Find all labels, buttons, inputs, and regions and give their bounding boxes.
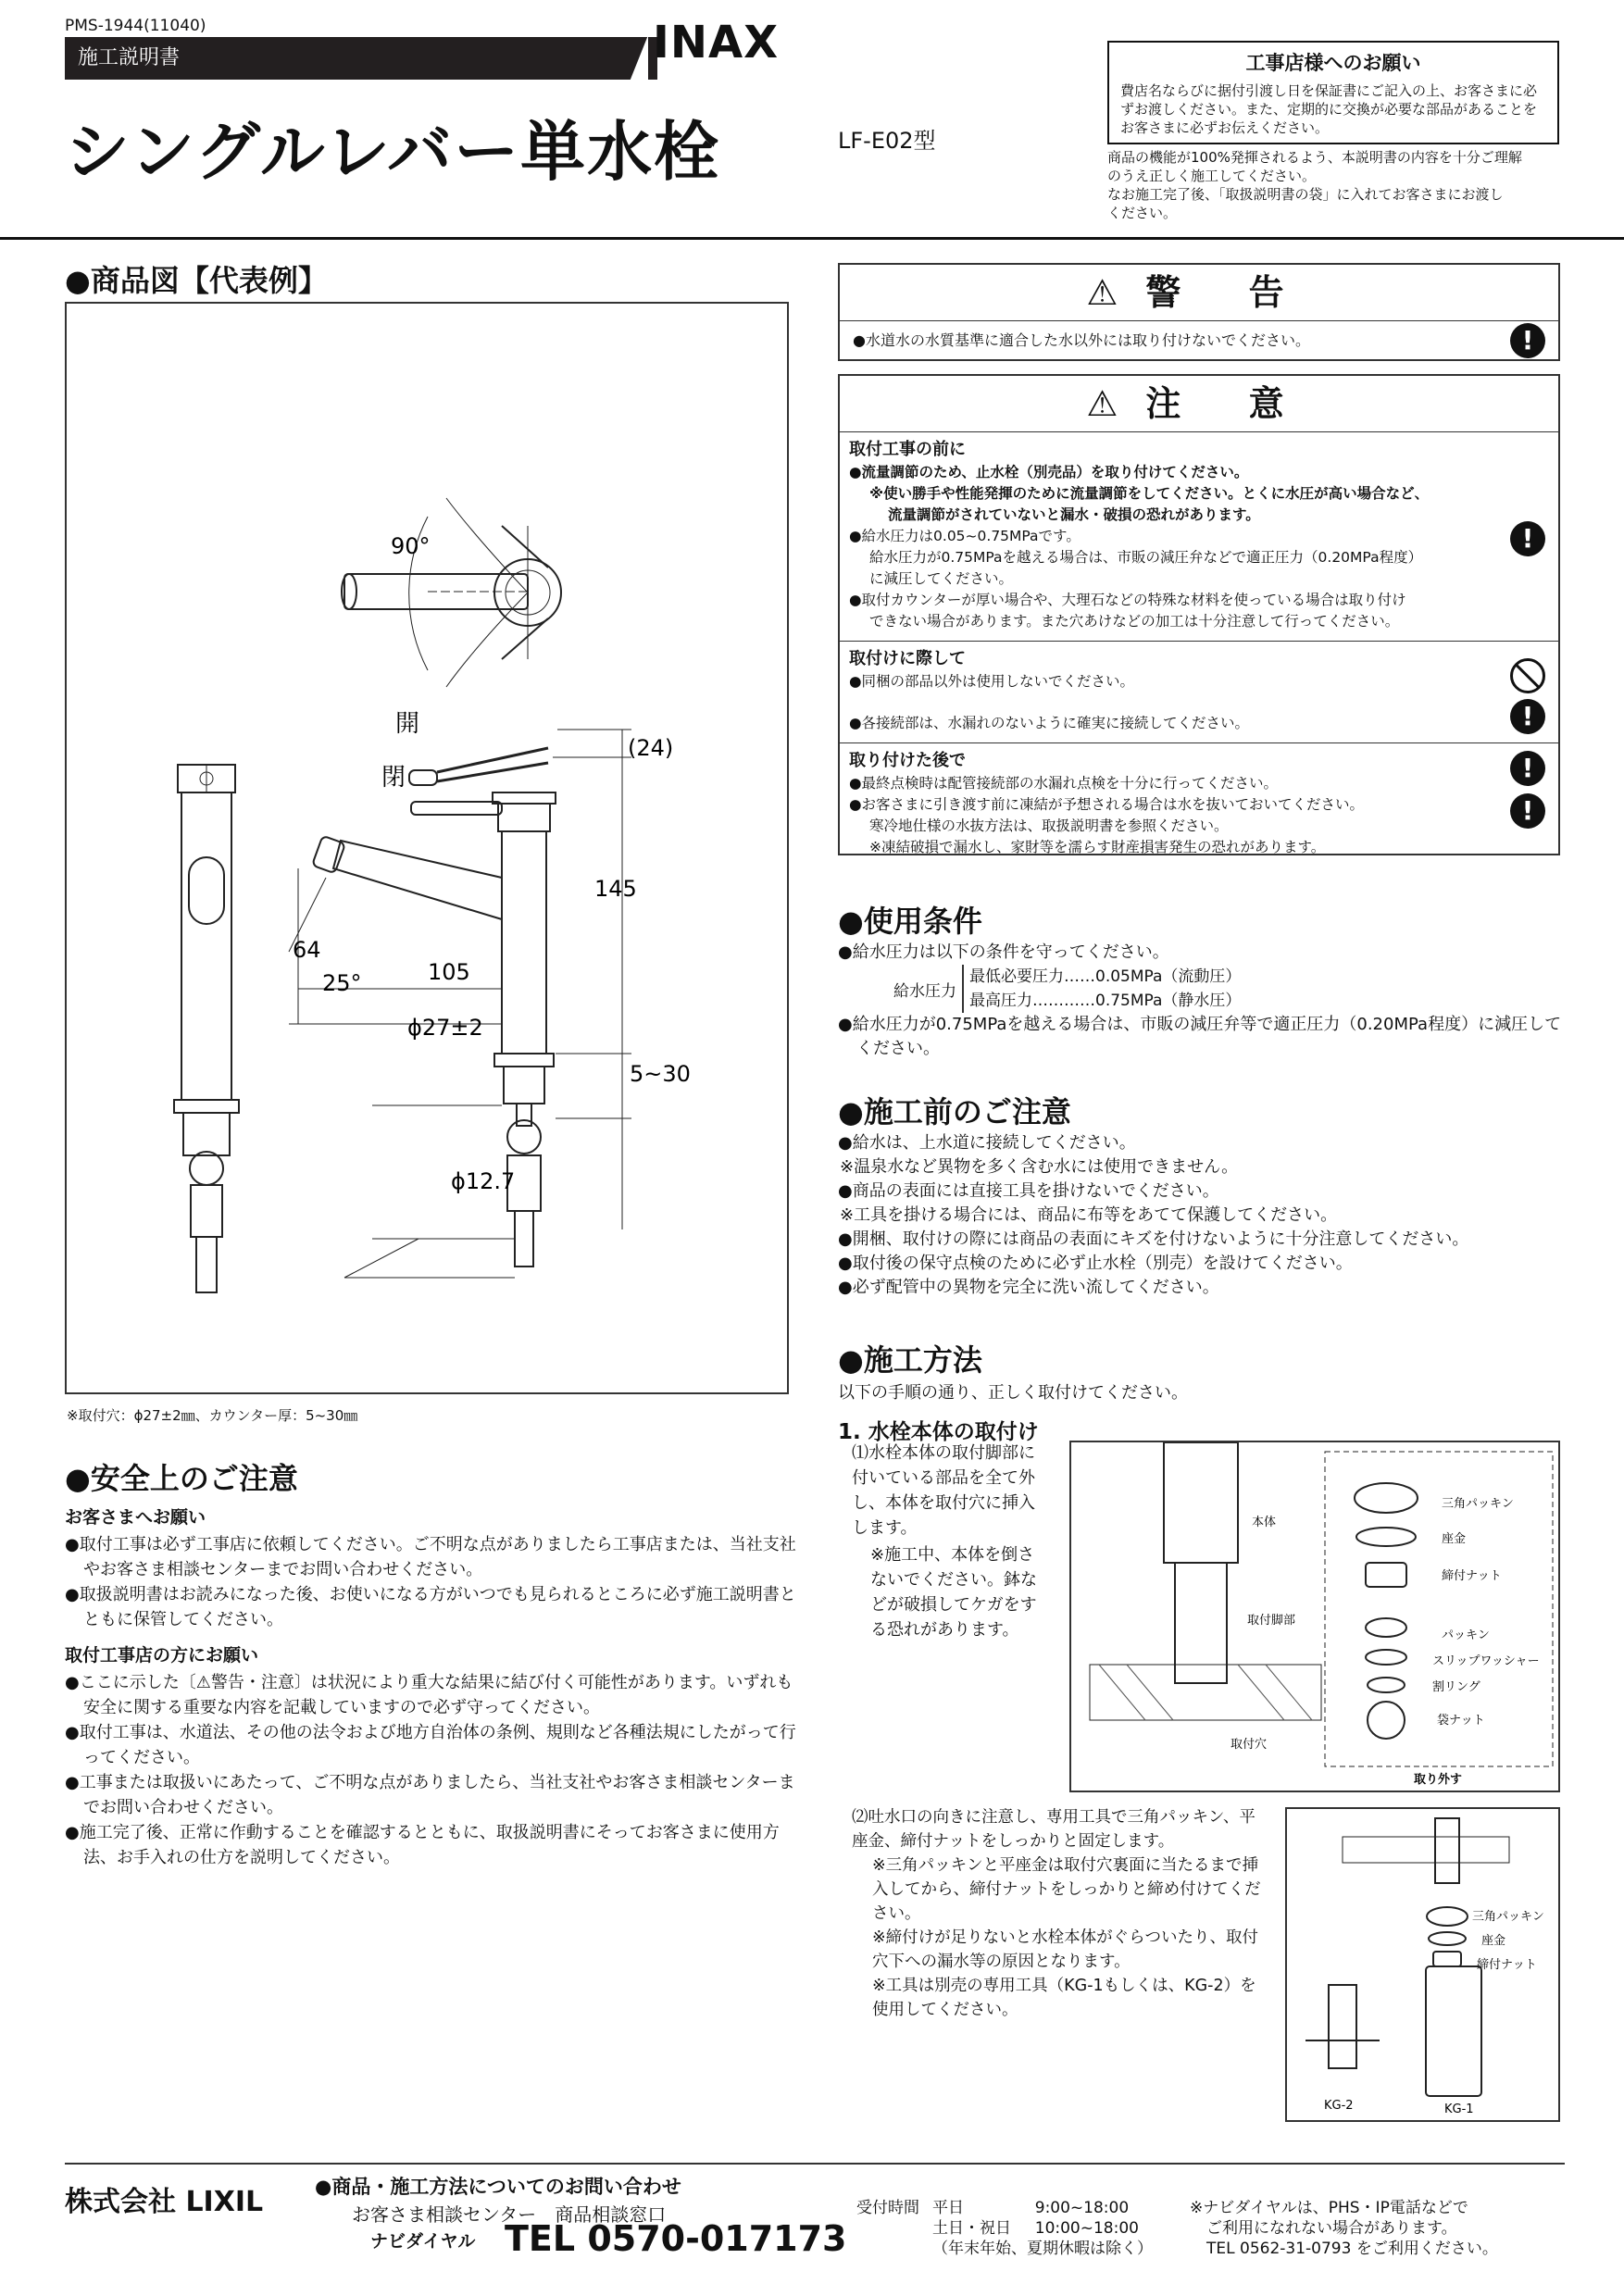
fig2-kg1-label: KG-1 — [1444, 2103, 1474, 2116]
warning-item: ●水道水の水質基準に適合した水以外には取り付けないでください。 — [853, 331, 1310, 349]
caution-after — [840, 743, 1558, 862]
customer-item: ●取付工事は必ず工事店に依頼してください。ご不明な点がありましたら工事店または、当社支社やお客さま相談センターまでお問い合わせください。 — [65, 1535, 796, 1579]
header-note-line: のうえ正しく施工してください。 — [1107, 168, 1317, 184]
precaution-item: ●開梱、取付けの際には商品の表面にキズを付けないように十分注意してください。 — [838, 1229, 1469, 1249]
hours-day: 土日・祝日 — [932, 2219, 1011, 2238]
fig1-hole-label: 取付穴 — [1230, 1738, 1268, 1752]
product-diagram — [65, 302, 789, 1394]
caution-line: 寒冷地仕様の水抜方法は、取扱説明書を参照ください。 — [869, 817, 1229, 834]
caution-line: ●同梱の部品以外は使用しないでください。 — [849, 673, 1135, 690]
dim-open-label: 開 — [395, 710, 420, 738]
fig1-remove-label: 取り外す — [1414, 1773, 1463, 1787]
precaution-item: ※温泉水など異物を多く含む水には使用できません。 — [840, 1157, 1239, 1177]
caution-before — [840, 432, 1558, 642]
step1-2-note: ※工具は別売の専用工具（KG-1もしくは、KG-2）を使用してください。 — [872, 1977, 1256, 2019]
hours-note: （年末年始、夏期休暇は除く） — [932, 2240, 1153, 2258]
conditions-section — [838, 898, 1569, 1061]
footer-note-line: TEL 0562-31-0793 をご利用ください。 — [1206, 2240, 1498, 2258]
method-section — [838, 1337, 1569, 1445]
mandatory-icon: ! — [1510, 521, 1545, 556]
caution-line: に減圧してください。 — [869, 570, 1014, 587]
footer-note-line: ※ナビダイヤルは、PHS・IP電話などで — [1190, 2199, 1468, 2217]
installer-item: ●工事または取扱いにあたって、ご不明な点がありましたら、当社支社やお客さま相談センターまでお問い合わせください。 — [65, 1773, 795, 1817]
dim-pipe: ϕ12.7 — [451, 1168, 516, 1194]
caution-before-title: 取付工事の前に — [849, 440, 966, 459]
hours-day: 平日 — [932, 2199, 964, 2217]
model-number: LF-E02型 — [838, 128, 936, 154]
dim-top: (24) — [628, 735, 674, 761]
pressure-max: 最高圧力…………0.75MPa（静水圧） — [969, 992, 1242, 1010]
mandatory-icon: ! — [1510, 323, 1545, 358]
step1-2-body: ⑵吐水口の向きに注意し、専用工具で三角パッキン、平座金、締付ナットをしっかりと固定します。 — [852, 1808, 1255, 1851]
request-title: 工事店様へのお願い — [1245, 52, 1421, 74]
installer-request-box — [1107, 41, 1559, 144]
dim-angle: 90° — [391, 533, 431, 559]
precautions-section — [838, 1089, 1569, 1300]
step1-2-figure — [1285, 1807, 1560, 2122]
pressure-values — [962, 965, 1241, 1013]
caution-line: ※使い勝手や性能発揮のために流量調節をしてください。とくに水圧が高い場合など、 — [869, 485, 1430, 502]
caution-line: 流量調節がされていないと漏水・破損の恐れがあります。 — [888, 506, 1260, 523]
product-heading: ●商品図【代表例】 — [65, 263, 328, 298]
mandatory-icon: ! — [1510, 699, 1545, 734]
pressure-table — [893, 965, 1569, 1013]
caution-during-title: 取付けに際して — [849, 649, 966, 668]
caution-line: ●給水圧力は0.05~0.75MPaです。 — [849, 528, 1081, 544]
caution-line: ●最終点検時は配管接続部の水漏れ点検を十分に行ってください。 — [849, 775, 1279, 792]
fig1-triangle-label: 三角パッキン — [1442, 1497, 1514, 1511]
faucet-drawing — [67, 304, 787, 1392]
fig2-nut-label: 締付ナット — [1477, 1958, 1537, 1972]
precaution-item: ●給水は、上水道に接続してください。 — [838, 1133, 1136, 1153]
customer-item: ●取扱説明書はお読みになった後、お使いになる方がいつでも見られるところに必ず施工説明書とともに保管してください。 — [65, 1585, 796, 1629]
fig1-bagnut-label: 袋ナット — [1437, 1714, 1485, 1728]
removal-drawing — [1071, 1442, 1558, 1791]
company-name: 株式会社 LIXIL — [65, 2186, 264, 2218]
support-center: お客さま相談センター 商品相談窓口 — [352, 2203, 667, 2226]
step1-2-note: ※三角パッキンと平座金は取付穴裏面に当たるまで挿入してから、締付ナットをしっかりと締め付けてください。 — [872, 1856, 1261, 1923]
fig2-triangle-label: 三角パッキン — [1472, 1910, 1544, 1924]
step1-1-text — [852, 1441, 1048, 1642]
pressure-min: 最低必要圧力……0.05MPa（流動圧） — [969, 967, 1242, 986]
installer-item: ●施工完了後、正常に作動することを確認するとともに、取扱説明書にそってお客さまに使用方法、お手入れの仕方を説明してください。 — [65, 1823, 780, 1867]
caution-line: できない場合があります。また穴あけなどの加工は十分注意して行ってください。 — [869, 613, 1400, 630]
dim-reach: 105 — [428, 959, 470, 985]
contact-title: ●商品・施工方法についてのお問い合わせ — [315, 2176, 681, 2198]
business-hours — [856, 2198, 1166, 2259]
safety-section — [65, 1455, 796, 1870]
safety-heading: ●安全上のご注意 — [65, 1461, 298, 1496]
banner-corner — [630, 35, 648, 81]
footer-note-line: ご利用になれない場合があります。 — [1206, 2219, 1457, 2238]
caution-line: ●お客さまに引き渡す前に凍結が予想される場合は水を抜いておいてください。 — [849, 796, 1365, 813]
fig1-washer-label: 座金 — [1442, 1532, 1467, 1546]
precaution-item: ●必ず配管中の異物を完全に洗い流してください。 — [838, 1278, 1219, 1297]
hours-label: 受付時間 — [856, 2199, 919, 2217]
customer-subheading: お客さまへお願い — [65, 1507, 206, 1528]
step1-1-note: ※施工中、本体を倒さないでください。鉢などが破損してケガをする恐れがあります。 — [870, 1545, 1037, 1640]
precaution-item: ※工具を掛ける場合には、商品に布等をあてて保護してください。 — [840, 1205, 1338, 1225]
fig1-slip-label: スリップワッシャー — [1432, 1654, 1540, 1668]
caution-line: ●各接続部は、水漏れのないように確実に接続してください。 — [849, 715, 1250, 731]
method-heading: ●施工方法 — [838, 1342, 982, 1378]
phone-number: TEL 0570-017173 — [505, 2218, 847, 2259]
step1-1-body: ⑴水栓本体の取付脚部に付いている部品を全て外し、本体を取付穴に挿入します。 — [852, 1443, 1035, 1538]
brand-logo: INAX — [653, 17, 780, 69]
installer-subheading: 取付工事店の方にお願い — [65, 1645, 259, 1666]
conditions-line: ●給水圧力が0.75MPaを越える場合は、市販の減圧弁等で適正圧力（0.20MPa程度）に減圧してください。 — [838, 1015, 1562, 1058]
step1-2-note: ※締付けが足りないと水栓本体がぐらついたり、取付穴下への漏水等の原因となります。 — [872, 1928, 1258, 1971]
caution-line: ●流量調節のため、止水栓（別売品）を取り付けてください。 — [849, 464, 1249, 480]
caution-line: ※凍結破損で漏水し、家財等を濡らす財産損害発生の恐れがあります。 — [869, 839, 1326, 855]
step1-1-figure — [1069, 1441, 1560, 1792]
page-title: シングルレバー単水栓 — [65, 114, 721, 190]
warning-title: ⚠警 告 — [840, 265, 1558, 321]
caution-during — [840, 642, 1558, 743]
warning-row — [840, 321, 1558, 357]
conditions-line: ●給水圧力は以下の条件を守ってください。 — [838, 942, 1169, 962]
request-body: 費店名ならびに据付引渡し日を保証書にご記入の上、お客さまに必ずお渡しください。また、定期的に交換が必要な部品があることをお客さまに必ずお伝えください。 — [1120, 82, 1538, 136]
precaution-item: ●取付後の保守点検のために必ず止水栓（別売）を設けてください。 — [838, 1254, 1353, 1273]
dim-counter: 5~30 — [630, 1061, 691, 1087]
caution-box — [838, 374, 1560, 855]
tool-drawing — [1287, 1809, 1558, 2120]
caution-title: ⚠注 意 — [840, 376, 1558, 432]
caution-after-title: 取り付けた後で — [849, 751, 966, 770]
header-note-line: 商品の機能が100%発揮されるよう、本説明書の内容を十分ご理解 — [1107, 149, 1522, 166]
hours-time: 10:00~18:00 — [1034, 2219, 1139, 2238]
precautions-heading: ●施工前のご注意 — [838, 1094, 1071, 1129]
pressure-label: 給水圧力 — [893, 981, 956, 1001]
caution-line: ●取付カウンターが厚い場合や、大理石などの特殊な材料を使っている場合は取り付け — [849, 592, 1406, 608]
step1-2-text — [852, 1805, 1268, 2022]
header-note — [1107, 148, 1563, 222]
installer-item: ●取付工事は、水道法、その他の法令および地方自治体の条例、規則など各種法規にしたがって行ってください。 — [65, 1723, 796, 1767]
caution-line: 給水圧力が0.75MPaを越える場合は、市販の減圧弁などで適正圧力（0.20MPa程度） — [869, 549, 1423, 566]
fig1-ring-label: 割リング — [1432, 1680, 1480, 1694]
fig2-washer-label: 座金 — [1481, 1934, 1506, 1948]
installer-item: ●ここに示した〔⚠警告・注意〕は状況により重大な結果に結び付く可能性があります。いずれも安全に関する重要な内容を記載していますので必ず守ってください。 — [65, 1673, 793, 1717]
hours-time: 9:00~18:00 — [1034, 2199, 1130, 2217]
mandatory-icon: ! — [1510, 751, 1545, 786]
fig1-leg-label: 取付脚部 — [1247, 1614, 1296, 1628]
step1-title: 1. 水栓本体の取付け — [838, 1420, 1039, 1444]
prohibited-icon — [1510, 658, 1545, 693]
dim-spout-angle: 25° — [322, 970, 362, 996]
dim-close-label: 閉 — [381, 764, 406, 792]
header-divider — [0, 237, 1624, 240]
dim-hole: ϕ27±2 — [407, 1015, 483, 1041]
method-intro: 以下の手順の通り、正しく取付けてください。 — [838, 1383, 1188, 1403]
conditions-heading: ●使用条件 — [838, 904, 982, 939]
warning-box — [838, 263, 1560, 361]
mandatory-icon: ! — [1510, 793, 1545, 829]
document-number: PMS-1944(11040) — [65, 17, 206, 35]
navi-dial-label: ナビダイヤル — [370, 2231, 476, 2252]
precaution-item: ●商品の表面には直接工具を掛けないでください。 — [838, 1181, 1219, 1201]
header-note-line: ください。 — [1107, 205, 1178, 221]
header-note-line: なお施工完了後、「取扱説明書の袋」に入れてお客さまにお渡し — [1107, 186, 1504, 203]
product-note: ※取付穴：ϕ27±2㎜、カウンター厚：5~30㎜ — [67, 1407, 358, 1424]
fig2-kg2-label: KG-2 — [1324, 2099, 1354, 2113]
fig1-nut-label: 締付ナット — [1442, 1569, 1502, 1583]
doc-type-banner: 施工説明書 — [65, 37, 657, 80]
footer-note — [1190, 2198, 1498, 2259]
hours-table — [856, 2198, 1166, 2259]
dim-spout-height: 64 — [293, 937, 321, 963]
footer-divider — [65, 2163, 1565, 2165]
dim-height: 145 — [594, 876, 637, 902]
fig1-body-label: 本体 — [1252, 1516, 1277, 1529]
fig1-packing-label: パッキン — [1442, 1628, 1490, 1642]
